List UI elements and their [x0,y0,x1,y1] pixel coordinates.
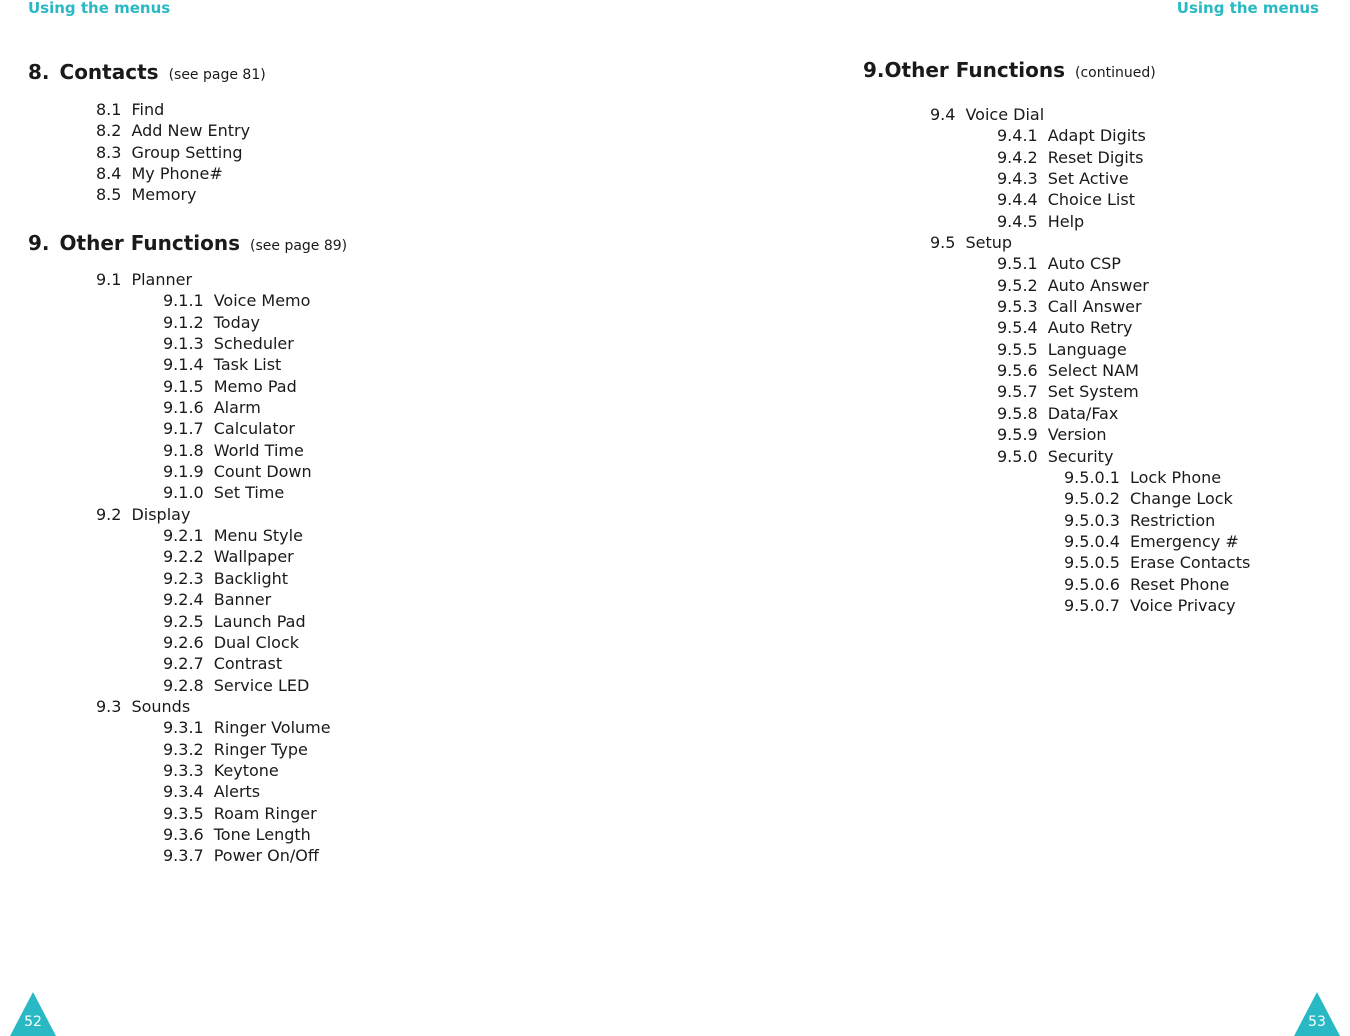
menu-item-label: Lock Phone [1129,467,1222,487]
menu-item-code: 9.3.7 [163,846,204,866]
other-functions-continued-menu-list [930,104,1250,616]
menu-item-code: 8.1 [96,100,122,119]
menu-item-code: 9.1.4 [163,355,204,375]
menu-item-label: Task List [213,355,282,375]
menu-item [930,510,1250,531]
menu-item-code: 9.5 [930,233,956,253]
menu-item-code: 9.1.5 [163,376,204,396]
menu-item-code: 9.1.9 [163,462,204,482]
menu-item-label: Help [1047,211,1085,231]
menu-item-code: 9.5.4 [997,318,1038,338]
menu-item [930,125,1250,146]
menu-item-label: Language [1047,339,1127,359]
menu-item-label: Count Down [213,462,312,482]
menu-item [96,440,331,461]
menu-item-label: Display [131,504,191,524]
menu-item [930,211,1250,232]
menu-item-code: 9.2.4 [163,590,204,610]
menu-item-label: Auto CSP [1047,254,1121,274]
menu-item [930,104,1250,125]
menu-item-code: 9.5.7 [997,382,1038,402]
menu-item-label: Set Active [1047,169,1129,189]
menu-item [96,845,331,866]
menu-item-code: 9.4.5 [997,211,1038,231]
menu-item [96,568,331,589]
menu-item-label: Dual Clock [213,632,299,652]
section-heading: Other Functions [59,231,241,255]
menu-item-label: Reset Digits [1047,147,1144,167]
menu-item-label: Calculator [213,419,295,439]
menu-item-code: 9.2.7 [163,654,204,674]
section-heading: Contacts [59,60,159,84]
menu-item-label: Emergency # [1129,531,1239,551]
menu-item-label: Choice List [1047,190,1135,210]
menu-item-code: 9.5.6 [997,361,1038,381]
menu-item-label: Voice Dial [965,105,1045,124]
page-number: 52 [24,1014,42,1030]
menu-item-label: Memory [131,185,197,205]
section-title-other-functions-continued [863,58,1156,82]
menu-item-label: Auto Retry [1047,318,1133,338]
menu-item-code: 9.2.8 [163,675,204,695]
menu-item-code: 9.2 [96,504,122,524]
menu-item-label: Set System [1047,382,1139,402]
menu-item [930,403,1250,424]
menu-item [96,632,331,653]
page-reference: (see page 81) [168,67,266,83]
menu-item [96,312,331,333]
menu-item-label: Power On/Off [213,846,319,866]
menu-item-code: 9.5.3 [997,297,1038,317]
menu-item-label: Call Answer [1047,297,1142,317]
section-number: 9. [28,231,50,255]
menu-item [96,611,331,632]
menu-item-code: 9.5.0.4 [1064,531,1120,551]
menu-item-label: Erase Contacts [1129,553,1251,573]
menu-item [96,546,331,567]
menu-item-label: Service LED [213,675,310,695]
menu-item-code: 9.4.3 [997,169,1038,189]
menu-item-label: Ringer Type [213,739,308,759]
menu-item-label: Banner [213,590,272,610]
menu-item-label: Version [1047,425,1107,445]
menu-item [930,147,1250,168]
menu-item-label: Ringer Volume [213,718,331,738]
menu-item [96,760,331,781]
menu-item [930,360,1250,381]
menu-item-label: Scheduler [213,334,294,354]
menu-item [96,333,331,354]
menu-item [96,120,250,141]
menu-item-label: Data/Fax [1047,403,1119,423]
menu-item [930,552,1250,573]
menu-item-code: 9.3 [96,696,122,716]
menu-item-label: Today [213,312,260,332]
menu-item [96,653,331,674]
menu-item [96,269,331,290]
section-heading: 9.Other Functions [863,58,1066,82]
menu-item-label: Set Time [213,483,285,503]
menu-item [96,184,250,205]
menu-item-code: 9.4.1 [997,126,1038,146]
menu-item-code: 9.5.0.7 [1064,595,1120,615]
menu-item [930,595,1250,616]
menu-item-code: 9.2.2 [163,547,204,567]
menu-item-label: Add New Entry [131,121,251,141]
menu-item [96,290,331,311]
menu-item-code: 9.5.0.1 [1064,467,1120,487]
menu-item [96,163,250,184]
menu-item-code: 9.5.0.5 [1064,553,1120,573]
menu-item [96,99,250,120]
menu-item-code: 9.5.8 [997,403,1038,423]
menu-item-code: 9.1.6 [163,398,204,418]
menu-item-code: 9.3.2 [163,739,204,759]
menu-item [96,824,331,845]
menu-item [96,354,331,375]
menu-item [930,574,1250,595]
menu-item-code: 8.3 [96,142,122,162]
menu-item-label: Planner [131,270,193,289]
menu-item-code: 9.2.6 [163,632,204,652]
menu-item [96,418,331,439]
menu-item-code: 8.5 [96,185,122,205]
menu-item-label: Memo Pad [213,376,297,396]
menu-item [96,376,331,397]
menu-item-label: Auto Answer [1047,275,1149,295]
menu-item [930,168,1250,189]
menu-item-code: 9.1.8 [163,440,204,460]
menu-item-code: 9.5.9 [997,425,1038,445]
menu-item-label: Launch Pad [213,611,306,631]
menu-item-label: Menu Style [213,526,303,546]
menu-item-code: 9.5.0 [997,446,1038,466]
menu-item [930,446,1250,467]
menu-item-label: Reset Phone [1129,574,1230,594]
menu-item-code: 9.3.5 [163,803,204,823]
menu-item [930,488,1250,509]
menu-item-code: 9.4.4 [997,190,1038,210]
menu-item-code: 9.3.1 [163,718,204,738]
right-page [675,0,1350,1036]
menu-item [96,525,331,546]
menu-item [930,253,1250,274]
contacts-menu-list [96,99,250,206]
other-functions-menu-list [96,269,331,867]
section-number: 8. [28,60,50,84]
menu-item [96,717,331,738]
menu-item [930,424,1250,445]
menu-item [930,296,1250,317]
menu-item [930,467,1250,488]
menu-item-label: Tone Length [213,824,311,844]
menu-item [96,739,331,760]
menu-item-label: Backlight [213,568,289,588]
menu-item-code: 9.4 [930,105,956,124]
menu-item-label: Group Setting [131,142,243,162]
menu-item-label: Find [131,100,165,119]
menu-item-code: 9.5.0.3 [1064,510,1120,530]
section-title-contacts [28,60,266,84]
menu-item [930,189,1250,210]
page-number-tab [10,992,56,1036]
menu-item-code: 9.2.3 [163,568,204,588]
menu-item-code: 9.5.1 [997,254,1038,274]
menu-item-code: 9.1 [96,270,122,289]
page-reference: (see page 89) [250,238,348,254]
menu-item-label: Keytone [213,760,279,780]
menu-item-label: Wallpaper [213,547,294,567]
menu-item-label: Security [1047,446,1114,466]
menu-item [930,531,1250,552]
page-number-tab [1294,992,1340,1036]
menu-item [96,781,331,802]
menu-item [96,504,331,525]
menu-item-code: 9.1.0 [163,483,204,503]
menu-item-label: Setup [965,233,1013,253]
menu-item [96,142,250,163]
menu-item-code: 9.4.2 [997,147,1038,167]
menu-item [930,275,1250,296]
menu-item [96,803,331,824]
menu-item [96,482,331,503]
menu-item-code: 9.3.4 [163,782,204,802]
menu-item [96,696,331,717]
menu-item-code: 8.2 [96,121,122,141]
menu-item-label: Contrast [213,654,283,674]
menu-item-code: 9.1.3 [163,334,204,354]
menu-item-code: 9.2.5 [163,611,204,631]
menu-item-label: World Time [213,440,304,460]
menu-item [96,589,331,610]
menu-item-code: 9.3.3 [163,760,204,780]
section-title-other-functions [28,231,347,255]
menu-item-code: 9.1.1 [163,291,204,311]
menu-item-label: Select NAM [1047,361,1139,381]
menu-item [96,675,331,696]
menu-item-code: 9.1.7 [163,419,204,439]
menu-item-label: Adapt Digits [1047,126,1146,146]
menu-item [930,317,1250,338]
menu-item-label: Alerts [213,782,261,802]
menu-item-code: 9.5.5 [997,339,1038,359]
menu-item [96,397,331,418]
continued-note: (continued) [1075,65,1156,81]
page-number: 53 [1308,1014,1326,1030]
menu-item [930,232,1250,253]
menu-item-label: Roam Ringer [213,803,317,823]
menu-item-label: Restriction [1129,510,1216,530]
menu-item [96,461,331,482]
menu-item-label: Alarm [213,398,261,418]
menu-item-code: 9.3.6 [163,824,204,844]
menu-item-label: Voice Privacy [1129,595,1236,615]
menu-item-label: Change Lock [1129,489,1233,509]
menu-item-label: My Phone# [131,164,223,184]
menu-item [930,339,1250,360]
running-header: Using the menus [1176,0,1319,17]
menu-item-label: Voice Memo [213,291,311,311]
menu-item-label: Sounds [131,696,191,716]
running-header: Using the menus [28,0,171,17]
menu-item [930,381,1250,402]
menu-item-code: 9.5.2 [997,275,1038,295]
menu-item-code: 8.4 [96,164,122,184]
menu-item-code: 9.2.1 [163,526,204,546]
menu-item-code: 9.5.0.6 [1064,574,1120,594]
menu-item-code: 9.1.2 [163,312,204,332]
menu-item-code: 9.5.0.2 [1064,489,1120,509]
